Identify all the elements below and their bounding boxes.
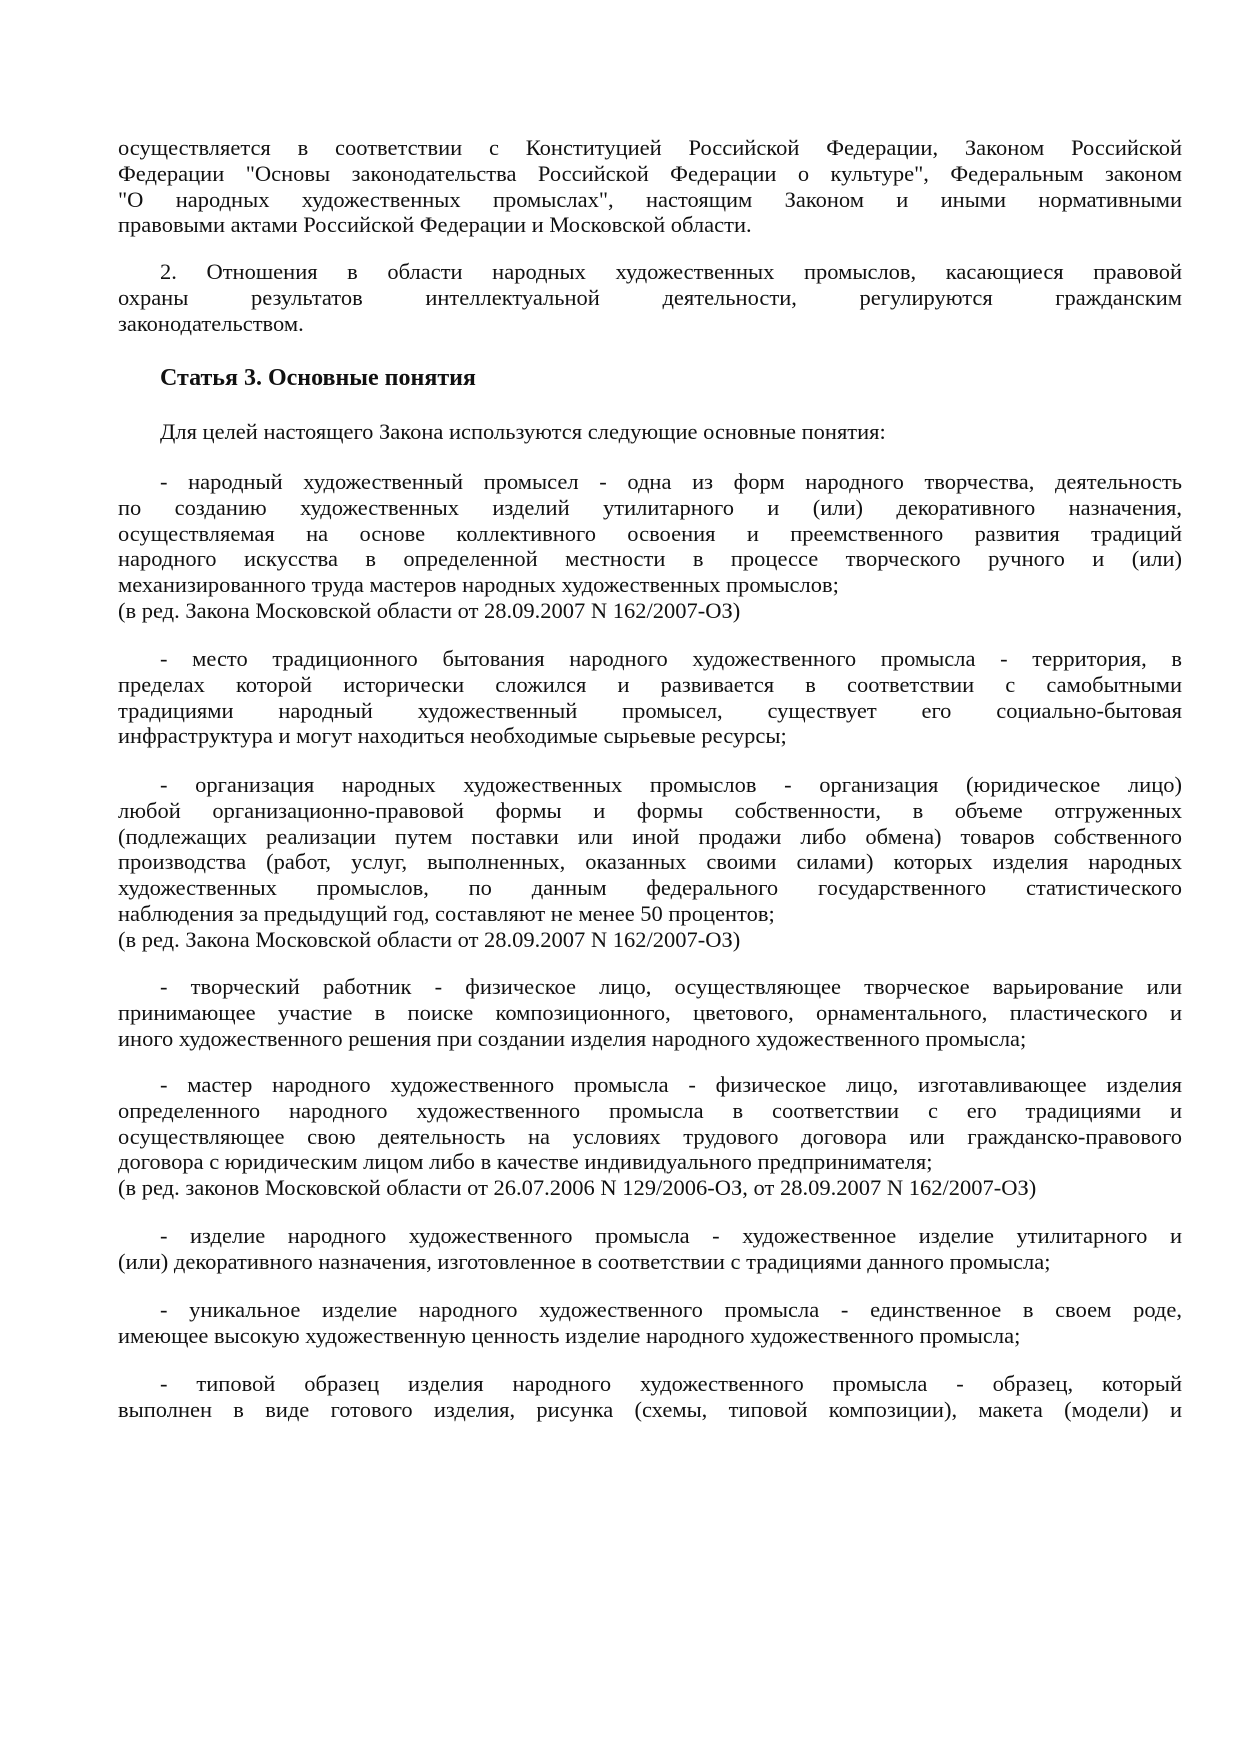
text-line: - уникальное изделие народного художественного промысла - единственное в своем роде, (160, 1297, 1182, 1322)
text-line: принимающее участие в поиске композиционного, цветового, орнаментального, пластического и (118, 999, 1182, 1025)
text-line: народного искусства в определенной местности в процессе творческого ручного и (или) (118, 546, 1182, 572)
text-line: правовыми актами Российской Федерации и Московской области. (118, 212, 752, 238)
text-line: иного художественного решения при создании изделия народного художественного промысла; (118, 1025, 1027, 1051)
paragraph (118, 646, 1182, 749)
paragraph (118, 1072, 1182, 1201)
text-line: "О народных художественных промыслах", настоящим Законом и иными нормативными (118, 186, 1182, 212)
amendment-note: (в ред. Закона Московской области от 28.09.2007 N 162/2007-ОЗ) (118, 926, 741, 952)
text-line: имеющее высокую художественную ценность изделие народного художественного промысла; (118, 1322, 1021, 1348)
text-line: осуществляемая на основе коллективного освоения и преемственного развития традиций (118, 520, 1182, 546)
text-line: производства (работ, услуг, выполненных, оказанных своими силами) которых изделия народных (118, 849, 1182, 875)
paragraph (118, 772, 1182, 953)
text-line: пределах которой исторически сложился и развивается в соответствии с самобытными (118, 671, 1182, 697)
text-line: определенного народного художественного промысла в соответствии с его традициями и (118, 1097, 1182, 1123)
text-line: - творческий работник - физическое лицо, осуществляющее творческое варьирование или (160, 974, 1182, 999)
text-line: законодательством. (118, 310, 304, 336)
text-line: - типовой образец изделия народного художественного промысла - образец, который (160, 1371, 1182, 1396)
text-line: механизированного труда мастеров народных художественных промыслов; (118, 572, 839, 598)
amendment-note: (в ред. Закона Московской области от 28.09.2007 N 162/2007-ОЗ) (118, 597, 741, 623)
text-line: традициями народный художественный промысел, существует его социально-бытовая (118, 697, 1182, 723)
amendment-note: (в ред. законов Московской области от 26.07.2006 N 129/2006-ОЗ, от 28.09.2007 N 162/2007-ОЗ) (118, 1175, 1037, 1201)
text-line: наблюдения за предыдущий год, составляют не менее 50 процентов; (118, 900, 775, 926)
text-line: художественных промыслов, по данным федерального государственного статистического (118, 875, 1182, 901)
text-line: любой организационно-правовой формы и формы собственности, в объеме отгруженных (118, 797, 1182, 823)
text-line: осуществляющее свою деятельность на условиях трудового договора или гражданско-правового (118, 1123, 1182, 1149)
text-line: - изделие народного художественного промысла - художественное изделие утилитарного и (160, 1223, 1182, 1248)
text-line: (подлежащих реализации путем поставки или иной продажи либо обмена) товаров собственного (118, 823, 1182, 849)
paragraph (118, 974, 1182, 1051)
text-line: охраны результатов интеллектуальной деятельности, регулируются гражданским (118, 284, 1182, 310)
paragraph (118, 1223, 1182, 1275)
text-line: 2. Отношения в области народных художественных промыслов, касающиеся правовой (160, 259, 1182, 284)
text-line: - мастер народного художественного промысла - физическое лицо, изготавливающее изделия (160, 1072, 1182, 1097)
text-line: осуществляется в соответствии с Конституцией Российской Федерации, Законом Российской (118, 135, 1182, 160)
text-line: Для целей настоящего Закона используются следующие основные понятия: (160, 419, 886, 444)
text-line: по созданию художественных изделий утилитарного и (или) декоративного назначения, (118, 494, 1182, 520)
text-line: (или) декоративного назначения, изготовленное в соответствии с традициями данного промысла; (118, 1248, 1051, 1274)
text-line: Федерации "Основы законодательства Российской Федерации о культуре", Федеральным законом (118, 160, 1182, 186)
paragraph (118, 1297, 1182, 1349)
paragraph (118, 259, 1182, 336)
paragraph (118, 469, 1182, 624)
text-line: инфраструктура и могут находиться необходимые сырьевые ресурсы; (118, 723, 787, 749)
text-line: выполнен в виде готового изделия, рисунка (схемы, типовой композиции), макета (модели) и (118, 1396, 1182, 1422)
paragraph (118, 1371, 1182, 1423)
text-line: - народный художественный промысел - одна из форм народного творчества, деятельность (160, 469, 1182, 494)
text-line: - место традиционного бытования народного художественного промысла - территория, в (160, 646, 1182, 671)
article-heading: Статья 3. Основные понятия (160, 365, 476, 391)
paragraph (118, 135, 1182, 238)
paragraph (118, 419, 1182, 445)
text-line: договора с юридическим лицом либо в качестве индивидуального предпринимателя; (118, 1149, 933, 1175)
text-line: - организация народных художественных промыслов - организация (юридическое лицо) (160, 772, 1182, 797)
